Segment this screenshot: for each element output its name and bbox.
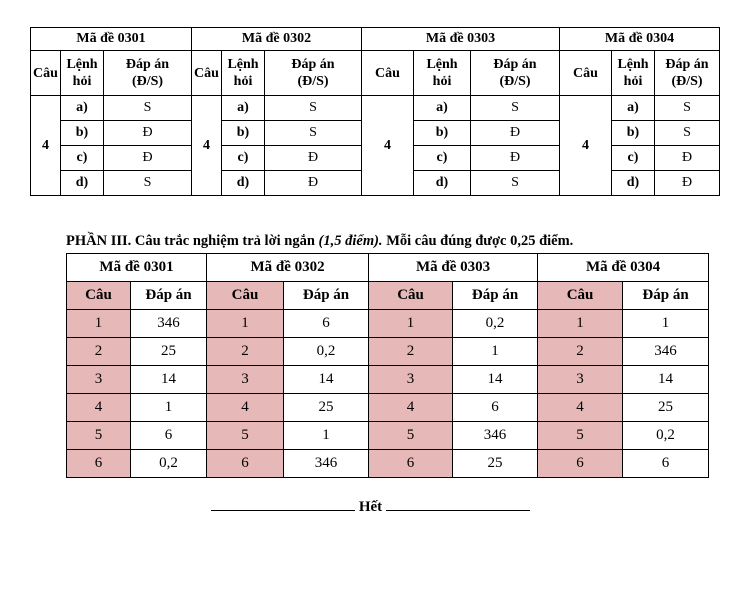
answer-cell: Đ bbox=[655, 146, 720, 171]
table-row bbox=[31, 96, 720, 121]
question-number: 1 bbox=[538, 310, 623, 338]
col-dap-an: Đáp án bbox=[284, 282, 369, 310]
question-number: 2 bbox=[538, 338, 623, 366]
table-row bbox=[67, 310, 709, 338]
answer-cell: 1 bbox=[623, 310, 709, 338]
answer-cell: 25 bbox=[284, 394, 369, 422]
answer-cell: 6 bbox=[284, 310, 369, 338]
part3-header-0304: Mã đề 0304 bbox=[538, 254, 709, 282]
col-cau: Câu bbox=[560, 51, 612, 96]
table-row bbox=[67, 422, 709, 450]
col-lenh-hoi: Lệnh hỏi bbox=[414, 51, 471, 96]
table-row bbox=[67, 394, 709, 422]
statement-label: a) bbox=[612, 96, 655, 121]
col-cau: Câu bbox=[538, 282, 623, 310]
col-lenh-hoi: Lệnh hỏi bbox=[61, 51, 104, 96]
question-number: 3 bbox=[538, 366, 623, 394]
statement-label: d) bbox=[414, 171, 471, 196]
question-number: 4 bbox=[560, 96, 612, 196]
answer-cell: 6 bbox=[623, 450, 709, 478]
question-number: 2 bbox=[369, 338, 453, 366]
answer-cell: 0,2 bbox=[623, 422, 709, 450]
col-dap-an: Đáp án bbox=[453, 282, 538, 310]
answer-cell: 346 bbox=[284, 450, 369, 478]
part2-header-0301: Mã đề 0301 bbox=[31, 28, 192, 51]
answer-cell: Đ bbox=[471, 146, 560, 171]
answer-cell: 6 bbox=[131, 422, 207, 450]
question-number: 5 bbox=[538, 422, 623, 450]
part2-header-0302: Mã đề 0302 bbox=[192, 28, 362, 51]
question-number: 5 bbox=[369, 422, 453, 450]
question-number: 6 bbox=[369, 450, 453, 478]
answer-cell: 346 bbox=[623, 338, 709, 366]
answer-cell: Đ bbox=[265, 171, 362, 196]
question-number: 1 bbox=[207, 310, 284, 338]
col-cau: Câu bbox=[31, 51, 61, 96]
question-number: 2 bbox=[67, 338, 131, 366]
part3-header-0302: Mã đề 0302 bbox=[207, 254, 369, 282]
answer-cell: 25 bbox=[453, 450, 538, 478]
answer-cell: 14 bbox=[623, 366, 709, 394]
part3-header-0301: Mã đề 0301 bbox=[67, 254, 207, 282]
statement-label: a) bbox=[61, 96, 104, 121]
question-number: 4 bbox=[538, 394, 623, 422]
answer-cell: S bbox=[104, 171, 192, 196]
answer-cell: S bbox=[265, 96, 362, 121]
question-number: 5 bbox=[67, 422, 131, 450]
answer-cell: 1 bbox=[131, 394, 207, 422]
statement-label: c) bbox=[612, 146, 655, 171]
col-dap-an: Đáp án (Đ/S) bbox=[471, 51, 560, 96]
statement-label: b) bbox=[222, 121, 265, 146]
answer-cell: Đ bbox=[265, 146, 362, 171]
statement-label: c) bbox=[222, 146, 265, 171]
question-number: 6 bbox=[207, 450, 284, 478]
statement-label: c) bbox=[61, 146, 104, 171]
answer-cell: S bbox=[104, 96, 192, 121]
statement-label: a) bbox=[414, 96, 471, 121]
part2-header-0303: Mã đề 0303 bbox=[362, 28, 560, 51]
end-marker bbox=[0, 496, 741, 516]
statement-label: d) bbox=[612, 171, 655, 196]
answer-cell: S bbox=[471, 171, 560, 196]
answer-cell: 0,2 bbox=[131, 450, 207, 478]
col-cau: Câu bbox=[369, 282, 453, 310]
question-number: 5 bbox=[207, 422, 284, 450]
answer-cell: 346 bbox=[453, 422, 538, 450]
answer-cell: 25 bbox=[131, 338, 207, 366]
col-cau: Câu bbox=[67, 282, 131, 310]
question-number: 4 bbox=[369, 394, 453, 422]
answer-cell: S bbox=[655, 121, 720, 146]
answer-cell: Đ bbox=[655, 171, 720, 196]
end-text: Hết bbox=[358, 499, 383, 515]
question-number: 4 bbox=[31, 96, 61, 196]
answer-cell: 14 bbox=[131, 366, 207, 394]
answer-cell: Đ bbox=[471, 121, 560, 146]
col-dap-an: Đáp án (Đ/S) bbox=[655, 51, 720, 96]
table-row bbox=[67, 338, 709, 366]
statement-label: b) bbox=[612, 121, 655, 146]
table-row bbox=[67, 450, 709, 478]
statement-label: d) bbox=[61, 171, 104, 196]
question-number: 3 bbox=[67, 366, 131, 394]
question-number: 6 bbox=[538, 450, 623, 478]
col-lenh-hoi: Lệnh hỏi bbox=[612, 51, 655, 96]
rule-line bbox=[211, 496, 355, 511]
statement-label: b) bbox=[61, 121, 104, 146]
question-number: 2 bbox=[207, 338, 284, 366]
question-number: 4 bbox=[207, 394, 284, 422]
answer-cell: 25 bbox=[623, 394, 709, 422]
col-cau: Câu bbox=[362, 51, 414, 96]
question-number: 3 bbox=[207, 366, 284, 394]
rule-line bbox=[386, 496, 530, 511]
col-dap-an: Đáp án bbox=[623, 282, 709, 310]
question-number: 4 bbox=[67, 394, 131, 422]
answer-cell: 14 bbox=[284, 366, 369, 394]
table-row bbox=[67, 366, 709, 394]
answer-cell: Đ bbox=[104, 146, 192, 171]
statement-label: d) bbox=[222, 171, 265, 196]
statement-label: b) bbox=[414, 121, 471, 146]
answer-cell: 1 bbox=[453, 338, 538, 366]
col-cau: Câu bbox=[192, 51, 222, 96]
answer-cell: 14 bbox=[453, 366, 538, 394]
answer-cell: S bbox=[655, 96, 720, 121]
part2-answer-table bbox=[30, 27, 720, 196]
answer-cell: 346 bbox=[131, 310, 207, 338]
question-number: 3 bbox=[369, 366, 453, 394]
answer-cell: 6 bbox=[453, 394, 538, 422]
col-lenh-hoi: Lệnh hỏi bbox=[222, 51, 265, 96]
answer-cell: S bbox=[471, 96, 560, 121]
question-number: 4 bbox=[192, 96, 222, 196]
statement-label: a) bbox=[222, 96, 265, 121]
part3-header-0303: Mã đề 0303 bbox=[369, 254, 538, 282]
part2-header-0304: Mã đề 0304 bbox=[560, 28, 720, 51]
question-number: 1 bbox=[369, 310, 453, 338]
question-number: 4 bbox=[362, 96, 414, 196]
answer-cell: 0,2 bbox=[284, 338, 369, 366]
col-dap-an: Đáp án bbox=[131, 282, 207, 310]
question-number: 1 bbox=[67, 310, 131, 338]
answer-cell: 1 bbox=[284, 422, 369, 450]
col-dap-an: Đáp án (Đ/S) bbox=[265, 51, 362, 96]
part3-title: PHẦN III. Câu trắc nghiệm trả lời ngắn (1,5 điểm). Mỗi câu đúng được 0,25 điểm. bbox=[66, 233, 574, 249]
answer-cell: S bbox=[265, 121, 362, 146]
part3-answer-table bbox=[66, 253, 709, 478]
col-dap-an: Đáp án (Đ/S) bbox=[104, 51, 192, 96]
question-number: 6 bbox=[67, 450, 131, 478]
statement-label: c) bbox=[414, 146, 471, 171]
col-cau: Câu bbox=[207, 282, 284, 310]
answer-cell: 0,2 bbox=[453, 310, 538, 338]
answer-cell: Đ bbox=[104, 121, 192, 146]
